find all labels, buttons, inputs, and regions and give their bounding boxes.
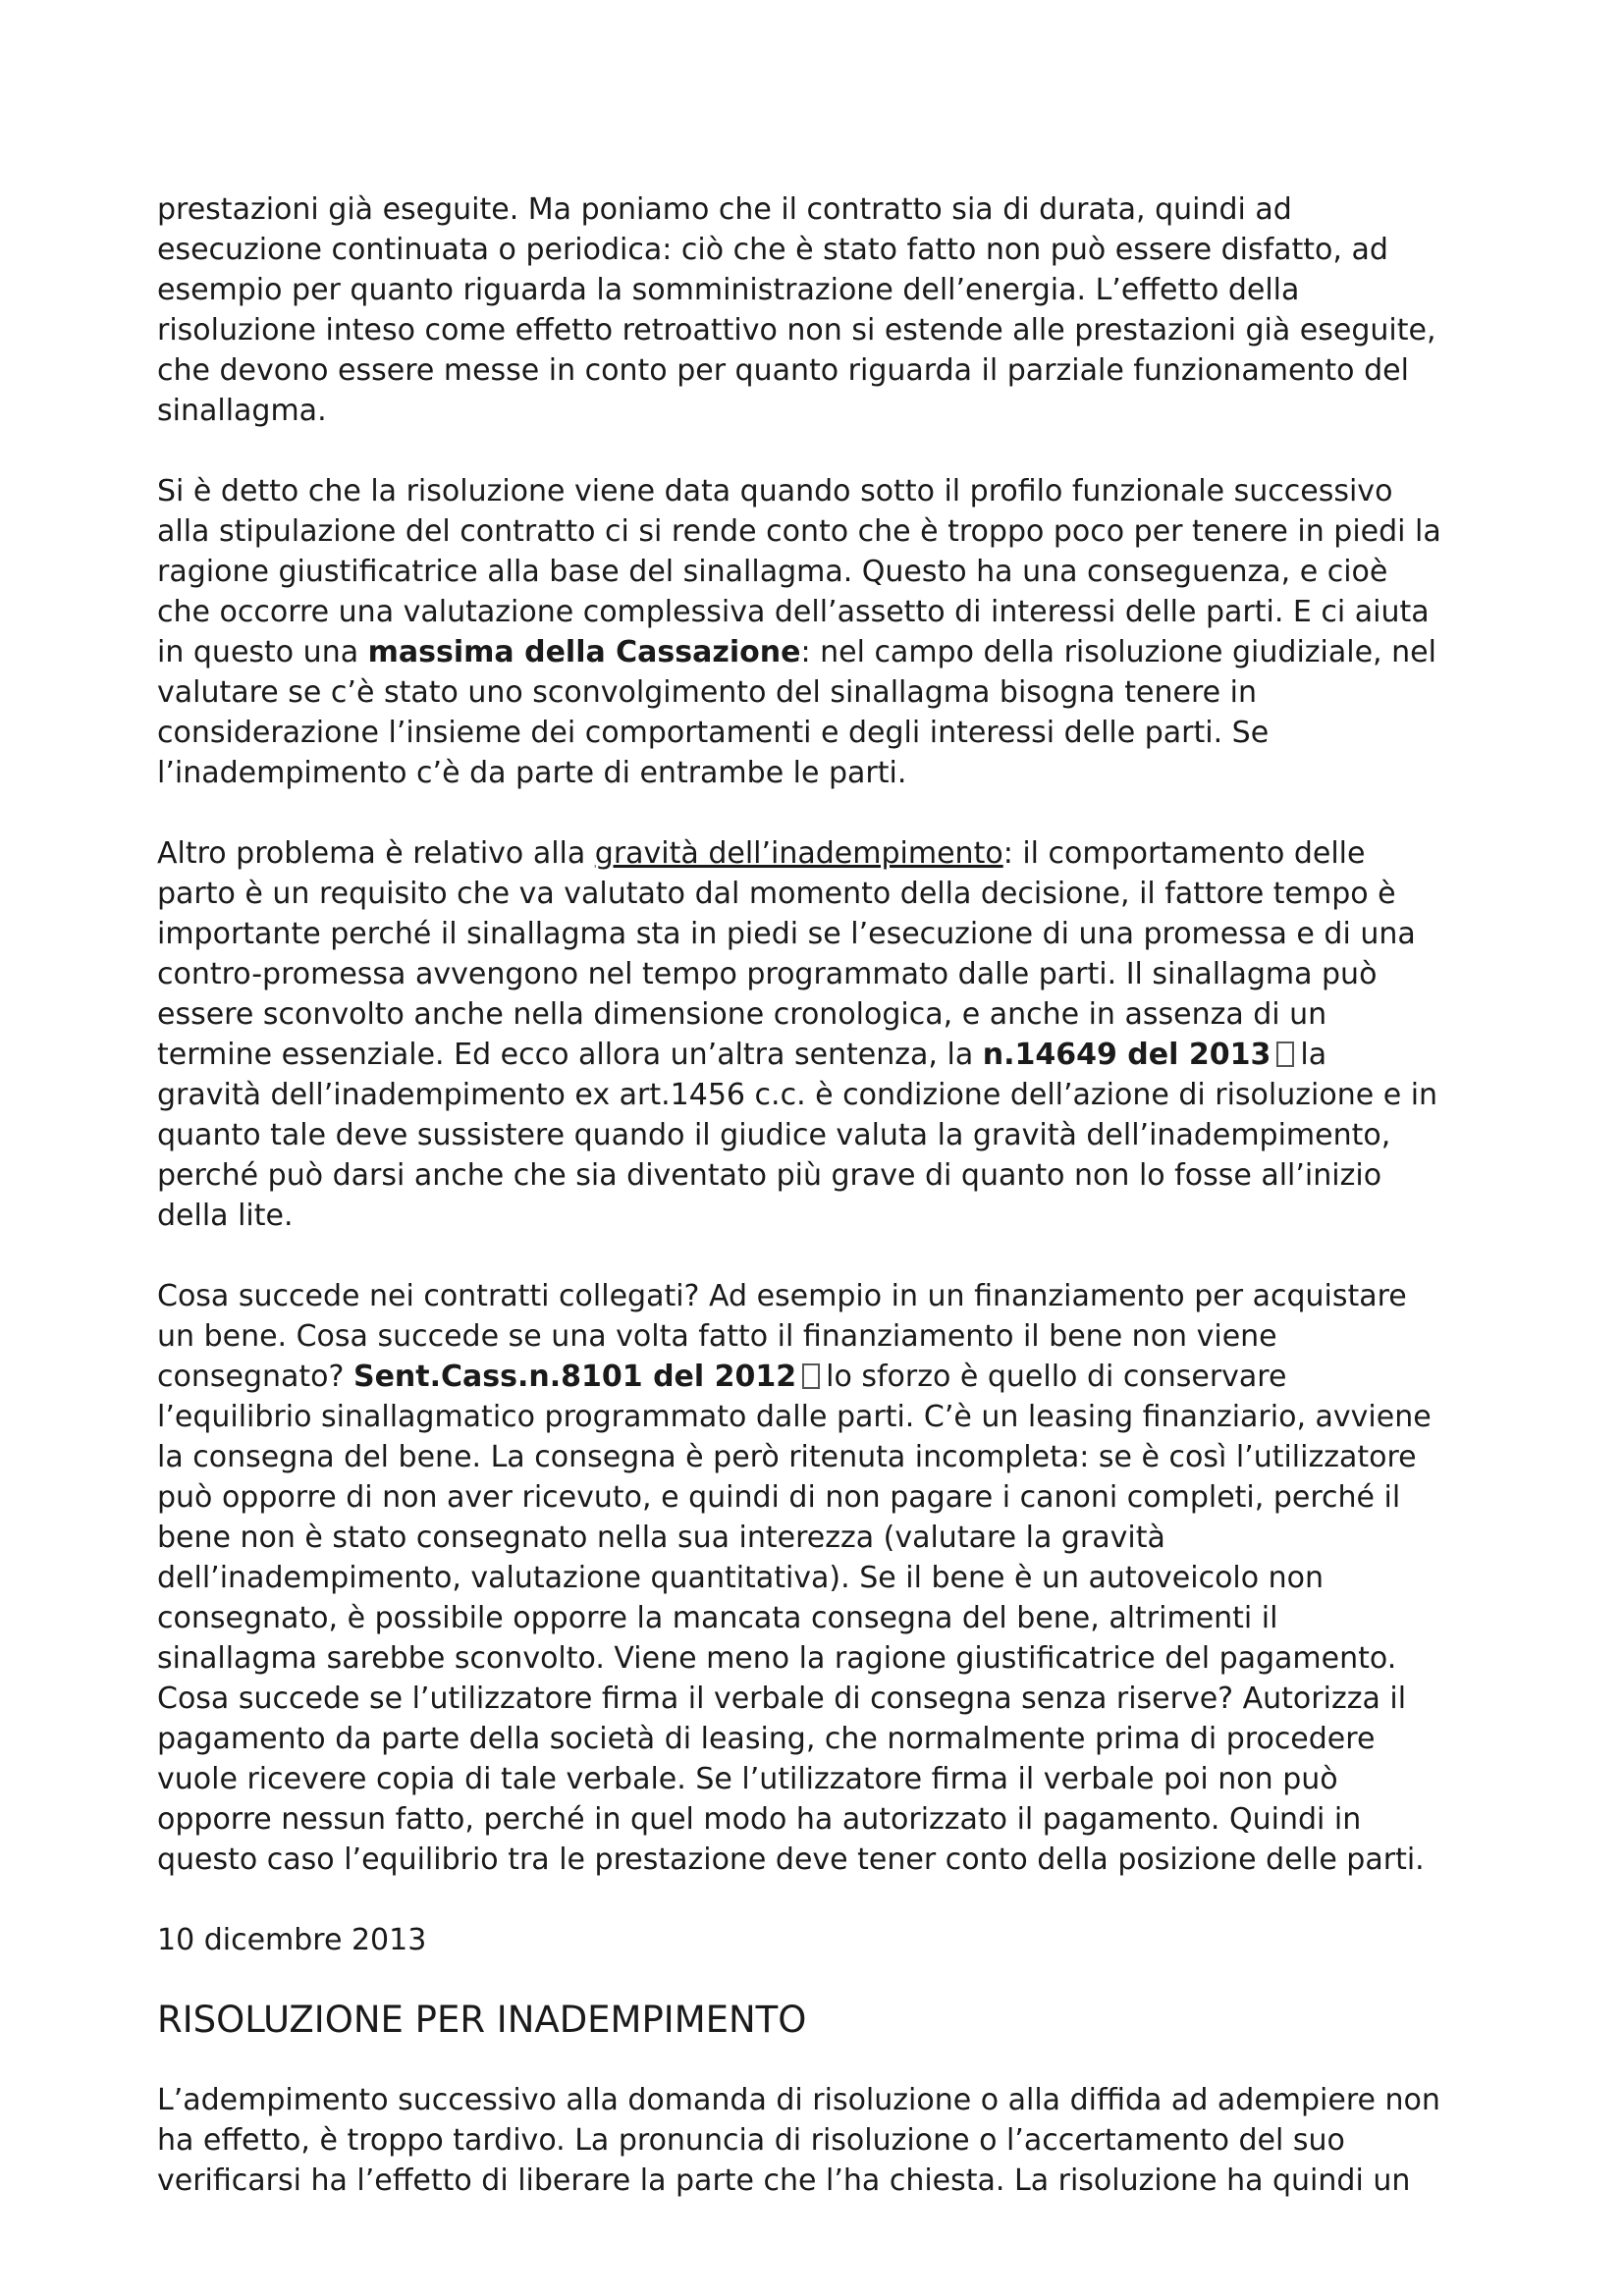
paragraph-gravita bbox=[157, 833, 1473, 1236]
text-line: alla stipulazione del contratto ci si rende conto che è troppo poco per tenere in piedi la bbox=[157, 514, 1441, 549]
text-line: prestazioni già eseguite. Ma poniamo che il contratto sia di durata, quindi ad bbox=[157, 192, 1292, 227]
text-line bbox=[157, 632, 1473, 672]
text-run: la bbox=[1300, 1038, 1327, 1072]
text-line: sinallagma sarebbe sconvolto. Viene meno la ragione giustificatrice del pagamento. bbox=[157, 1641, 1397, 1676]
bold-term: massima della Cassazione bbox=[367, 635, 801, 669]
text-line: esecuzione continuata o periodica: ciò che è stato fatto non può essere disfatto, ad bbox=[157, 233, 1388, 267]
text-line: considerazione l’insieme dei comportamenti e degli interessi delle parti. Se bbox=[157, 716, 1270, 750]
text-run: : nel campo della risoluzione giudiziale, nel bbox=[800, 635, 1436, 669]
text-line: gravità dell’inadempimento ex art.1456 c.c. è condizione dell’azione di risoluzione e in bbox=[157, 1078, 1438, 1112]
text-line: può opporre di non aver ricevuto, e quindi di non pagare i canoni completi, perché il bbox=[157, 1480, 1401, 1515]
text-line: L’adempimento successivo alla domanda di risoluzione o alla diffida ad adempiere non bbox=[157, 2083, 1440, 2117]
text-line bbox=[157, 1035, 1473, 1075]
text-line: esempio per quanto riguarda la somministrazione dell’energia. L’effetto della bbox=[157, 273, 1300, 307]
paragraph-contratti-collegati bbox=[157, 1276, 1473, 1880]
text-line: Si è detto che la risoluzione viene data quando sotto il profilo funzionale successivo bbox=[157, 474, 1393, 508]
text-run: termine essenziale. Ed ecco allora un’altra sentenza, la bbox=[157, 1038, 983, 1072]
text-line: ha effetto, è troppo tardivo. La pronuncia di risoluzione o l’accertamento del suo bbox=[157, 2123, 1345, 2158]
section-heading: RISOLUZIONE PER INADEMPIMENTO bbox=[157, 1999, 807, 2041]
text-line: risoluzione inteso come effetto retroattivo non si estende alle prestazioni già eseguite, bbox=[157, 313, 1436, 347]
text-line: consegnato, è possibile opporre la mancata consegna del bene, altrimenti il bbox=[157, 1601, 1278, 1635]
text-line: che occorre una valutazione complessiva dell’assetto di interessi delle parti. E ci aiuta bbox=[157, 595, 1430, 629]
document-page bbox=[157, 189, 1473, 2241]
text-line: la consegna del bene. La consegna è però ritenuta incompleta: se è così l’utilizzatore bbox=[157, 1440, 1417, 1474]
paragraph-prestazioni bbox=[157, 189, 1473, 431]
text-line: valutare se c’è stato uno sconvolgimento del sinallagma bisogna tenere in bbox=[157, 675, 1257, 710]
underlined-term: gravità dell’inadempimento bbox=[594, 836, 1003, 871]
text-line: della lite. bbox=[157, 1199, 294, 1233]
bold-citation: Sent.Cass.n.8101 del 2012 bbox=[352, 1360, 797, 1394]
text-line bbox=[157, 833, 1473, 874]
text-line: perché può darsi anche che sia diventato più grave di quanto non lo fosse all’inizio bbox=[157, 1158, 1382, 1193]
text-line: parto è un requisito che va valutato dal momento della decisione, il fattore tempo è bbox=[157, 877, 1396, 911]
paragraph-massima-cassazione bbox=[157, 471, 1473, 793]
text-line: sinallagma. bbox=[157, 394, 327, 428]
date-line: 10 dicembre 2013 bbox=[157, 1923, 427, 1957]
text-run: lo sforzo è quello di conservare bbox=[826, 1360, 1287, 1394]
paragraph-adempimento-successivo bbox=[157, 2080, 1473, 2201]
text-line: dell’inadempimento, valutazione quantitativa). Se il bene è un autoveicolo non bbox=[157, 1561, 1325, 1595]
text-run: : il comportamento delle bbox=[1002, 836, 1366, 871]
text-run: consegnato? bbox=[157, 1360, 353, 1394]
text-line: ragione giustificatrice alla base del sinallagma. Questo ha una conseguenza, e cioè bbox=[157, 555, 1388, 589]
text-line: opporre nessun fatto, perché in quel modo ha autorizzato il pagamento. Quindi in bbox=[157, 1802, 1362, 1837]
missing-arrow-glyph-icon bbox=[802, 1363, 820, 1389]
text-line: l’equilibrio sinallagmatico programmato dalle parti. C’è un leasing finanziario, avviene bbox=[157, 1400, 1432, 1434]
text-line: contro-promessa avvengono nel tempo programmato dalle parti. Il sinallagma può bbox=[157, 957, 1378, 991]
text-line: Cosa succede se l’utilizzatore firma il verbale di consegna senza riserve? Autorizza il bbox=[157, 1682, 1407, 1716]
text-line: verificarsi ha l’effetto di liberare la parte che l’ha chiesta. La risoluzione ha quindi un bbox=[157, 2163, 1411, 2198]
missing-arrow-glyph-icon bbox=[1276, 1041, 1294, 1067]
text-line: bene non è stato consegnato nella sua interezza (valutare la gravità bbox=[157, 1521, 1165, 1555]
bold-citation: n.14649 del 2013 bbox=[982, 1038, 1271, 1072]
text-line: essere sconvolto anche nella dimensione cronologica, e anche in assenza di un bbox=[157, 997, 1327, 1032]
text-line: importante perché il sinallagma sta in piedi se l’esecuzione di una promessa e di una bbox=[157, 917, 1416, 951]
text-line: Cosa succede nei contratti collegati? Ad esempio in un finanziamento per acquistare bbox=[157, 1279, 1407, 1313]
text-run: Altro problema è relativo alla bbox=[157, 836, 595, 871]
text-line: l’inadempimento c’è da parte di entrambe le parti. bbox=[157, 756, 907, 790]
text-line: quanto tale deve sussistere quando il giudice valuta la gravità dell’inadempimento, bbox=[157, 1118, 1391, 1152]
text-line: vuole ricevere copia di tale verbale. Se l’utilizzatore firma il verbale poi non può bbox=[157, 1762, 1338, 1796]
text-run: in questo una bbox=[157, 635, 368, 669]
text-line: pagamento da parte della società di leasing, che normalmente prima di procedere bbox=[157, 1722, 1376, 1756]
text-line bbox=[157, 1357, 1473, 1397]
text-line: un bene. Cosa succede se una volta fatto il finanziamento il bene non viene bbox=[157, 1319, 1277, 1354]
text-line: che devono essere messe in conto per quanto riguarda il parziale funzionamento del bbox=[157, 353, 1409, 388]
text-line: questo caso l’equilibrio tra le prestazione deve tener conto della posizione delle parti. bbox=[157, 1842, 1425, 1877]
